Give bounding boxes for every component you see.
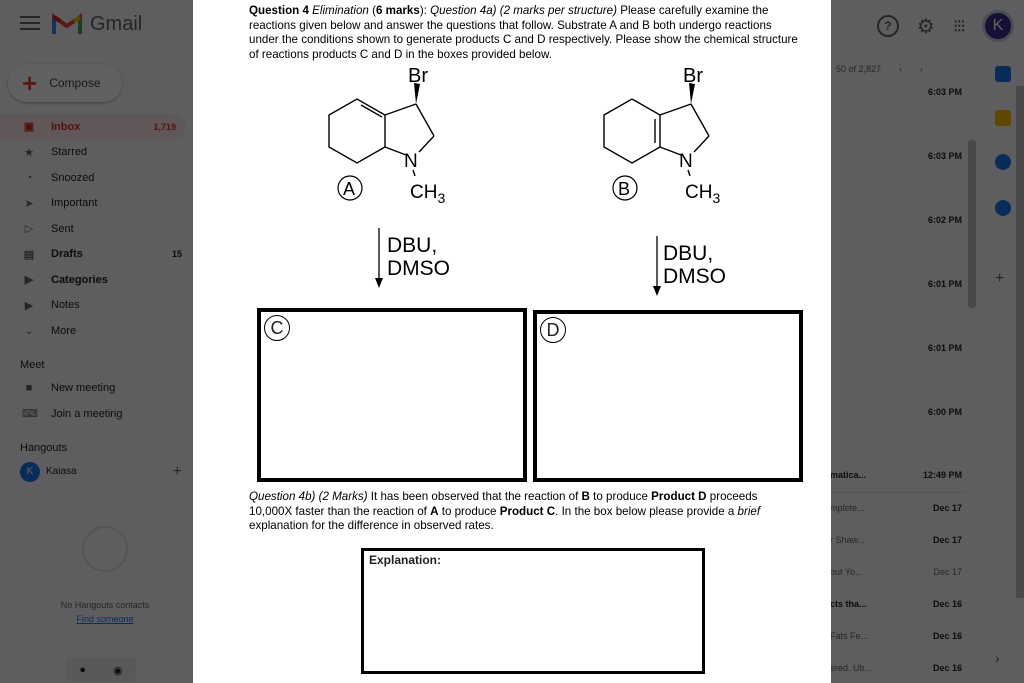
reagents-b — [663, 242, 726, 288]
question-4b-text — [249, 490, 799, 534]
q4b-text-2: to produce — [589, 490, 652, 503]
q4b-text-4: to produce — [438, 504, 500, 518]
question-4a-text — [249, 4, 799, 62]
reagent-b-line1: DBU, — [663, 242, 714, 265]
methyl-subscript-b: 3 — [712, 190, 721, 206]
explanation-box — [361, 548, 705, 674]
q4b-bold-3: A — [430, 504, 439, 518]
methyl-subscript-a: 3 — [437, 190, 446, 206]
halogen-label-a: Br — [408, 65, 428, 87]
question-marks: 6 marks — [375, 4, 420, 17]
molecule-a — [313, 60, 463, 210]
q4b-text-3: proceeds 10,000X faster than the reaction of — [249, 490, 758, 518]
q4b-text-5: . In the box below please provide a — [555, 504, 738, 518]
explanation-label: Explanation: — [369, 553, 442, 567]
q4b-bold-4: Product C — [499, 504, 556, 518]
molecule-label-a: A — [343, 179, 356, 199]
svg-text:N — [404, 151, 418, 172]
question-4a-sub: Question 4a) (2 marks per structure) — [430, 4, 617, 17]
reagent-b-line2: DMSO — [663, 265, 726, 288]
q4b-text-6: explanation for the difference in observed rates. — [249, 519, 494, 533]
marks-open: ( — [368, 4, 376, 17]
methyl-label-b: CH — [685, 182, 713, 203]
product-c-label: C — [264, 315, 290, 341]
molecule-b — [588, 60, 738, 210]
nitrogen-label-b: N — [679, 151, 693, 172]
question-4b-sub: Question 4b) (2 Marks) — [249, 490, 368, 503]
question-document — [193, 0, 831, 683]
reagent-a-line1: DBU, — [387, 234, 438, 257]
q4b-bold-1: B — [581, 490, 590, 503]
product-c-box — [257, 308, 527, 482]
question-title: Question 4 — [249, 4, 309, 17]
product-d-box — [533, 310, 803, 482]
reagents-a — [387, 234, 450, 280]
nitrogen-label-a: N — [404, 151, 418, 172]
svg-text:N — [679, 151, 693, 172]
halogen-label-b: Br — [683, 65, 703, 87]
question-topic: Elimination — [312, 4, 369, 17]
q4b-bold-2: Product D — [651, 490, 707, 503]
methyl-label-a: CH — [410, 182, 438, 203]
q4b-text-1: It has been observed that the reaction of — [367, 490, 582, 503]
svg-text:Br — [683, 65, 703, 87]
marks-close: ): — [419, 4, 431, 17]
q4b-italic-1: brief — [737, 504, 761, 518]
question-4a-body: Please carefully examine the reactions given below and answer the questions that follow. Substrate A and B both undergo reactions under the conditions shown to generate products C and D respectively. Please show the chemical structure of reactions products C and D in the boxes provided below. — [249, 4, 798, 61]
svg-text:CH3 — [410, 182, 445, 206]
molecule-label-b: B — [618, 179, 631, 199]
reagent-a-line2: DMSO — [387, 257, 450, 280]
svg-text:Br — [408, 65, 428, 87]
product-d-label: D — [540, 317, 566, 343]
svg-text:CH3 — [685, 182, 720, 206]
